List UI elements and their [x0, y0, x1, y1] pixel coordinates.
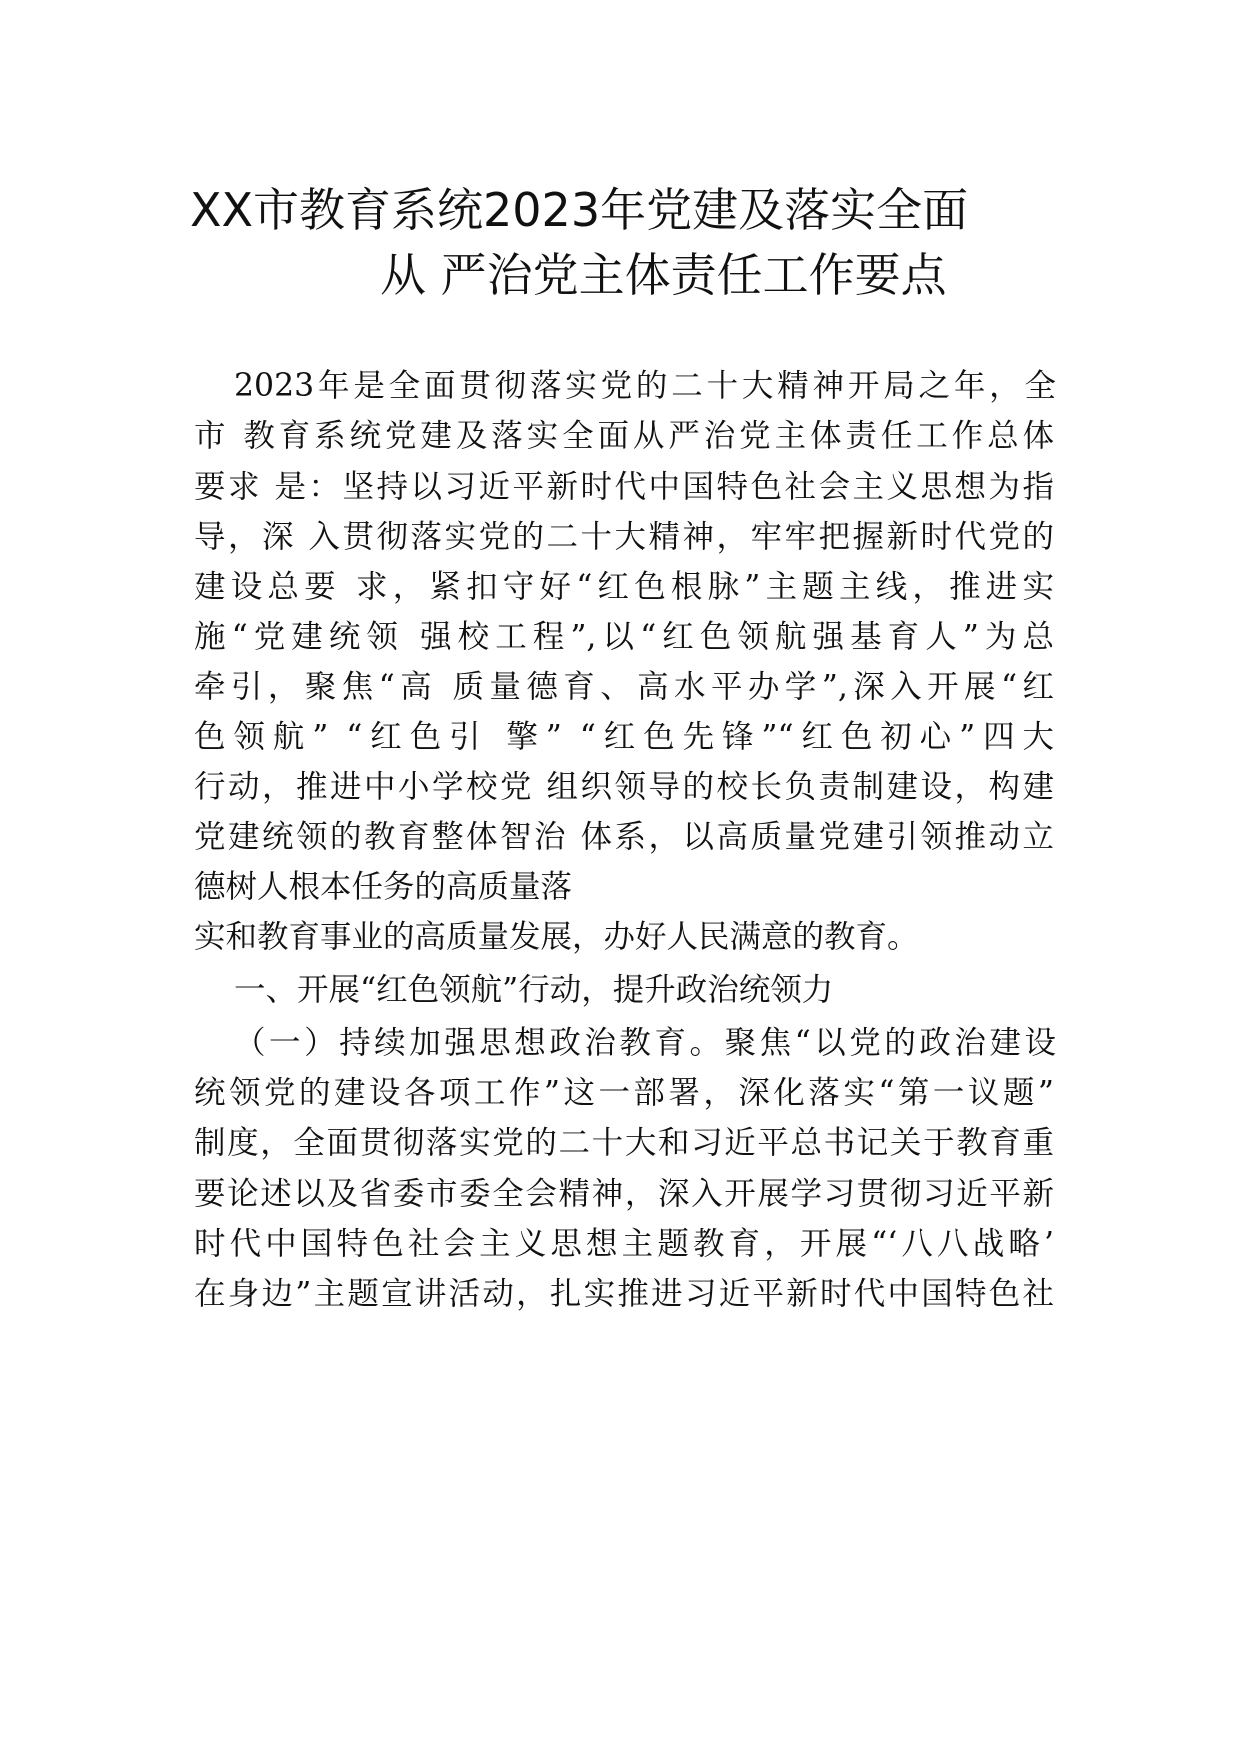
paragraph-line: 德树人根本任务的高质量落	[194, 869, 573, 905]
paragraph-line: （一）持续加强思想政治教育。聚焦“以党的政治建设	[234, 1025, 1056, 1061]
paragraph-line: 制度，全面贯彻落实党的二十大和习近平总书记关于教育重	[194, 1125, 1054, 1161]
paragraph-line: 行动，推进中小学校党 组织领导的校长负责制建设，构建	[194, 769, 1054, 805]
document-title-line-2: 从 严治党主体责任工作要点	[380, 248, 947, 302]
paragraph-line: 牵引，聚焦“高 质量德育、高水平办学”,深入开展“红	[194, 669, 1054, 705]
paragraph-line: 时代中国特色社会主义思想主题教育，开展“‘八八战略’	[194, 1226, 1054, 1262]
paragraph-line: 施“党建统领 强校工程”,以“红色领航强基育人”为总	[194, 619, 1054, 655]
paragraph-line: 2023年是全面贯彻落实党的二十大精神开局之年，全	[234, 368, 1056, 404]
paragraph-line: 要论述以及省委市委全会精神，深入开展学习贯彻习近平新	[194, 1176, 1054, 1212]
paragraph-line: 实和教育事业的高质量发展，办好人民满意的教育。	[194, 919, 919, 955]
paragraph-line: 建设总要 求，紧扣守好“红色根脉”主题主线，推进实	[194, 569, 1054, 605]
paragraph-line: 要求 是：坚持以习近平新时代中国特色社会主义思想为指	[194, 469, 1054, 505]
paragraph-line: 统领党的建设各项工作”这一部署，深化落实“第一议题”	[194, 1075, 1054, 1111]
paragraph-line: 市 教育系统党建及落实全面从严治党主体责任工作总体	[194, 418, 1054, 454]
paragraph-line: 色领航” “红色引 擎” “红色先锋”“红色初心”四大	[194, 719, 1054, 755]
paragraph-line: 在身边”主题宣讲活动，扎实推进习近平新时代中国特色社	[194, 1276, 1054, 1312]
section-heading: 一、开展“红色领航”行动，提升政治统领力	[234, 972, 834, 1008]
paragraph-line: 导，深 入贯彻落实党的二十大精神，牢牢把握新时代党的	[194, 519, 1054, 555]
document-title-line-1: XX市教育系统2023年党建及落实全面	[190, 183, 969, 237]
paragraph-line: 党建统领的教育整体智治 体系，以高质量党建引领推动立	[194, 819, 1054, 855]
